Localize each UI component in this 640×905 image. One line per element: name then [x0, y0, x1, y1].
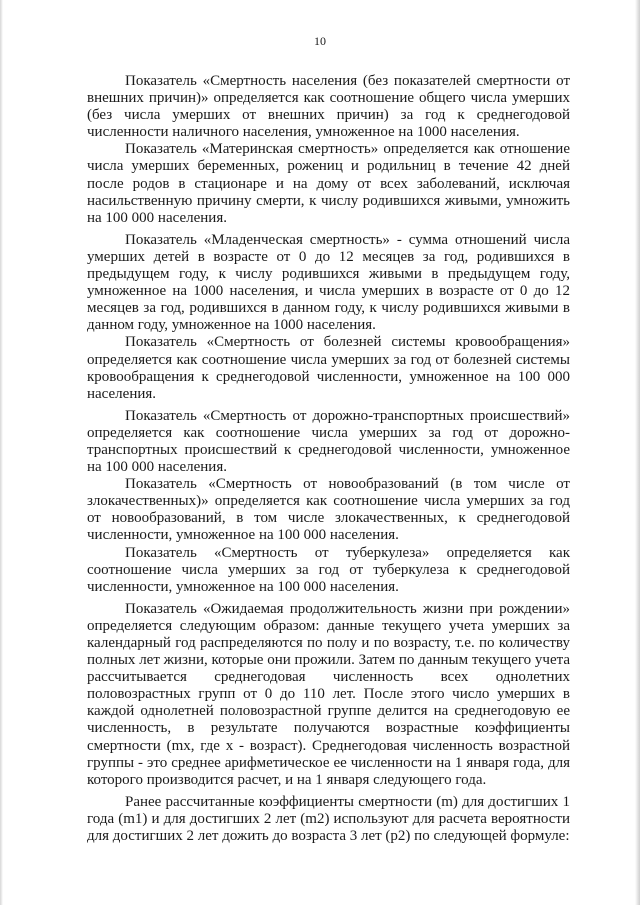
- paragraph-life-expectancy: Показатель «Ожидаемая продолжительность жизни при рождении» определяется следующим образом: данные текущего учета умерших за календарный год распределяются по полу и по возрасту, т.е. по количеству полных лет жизни, которые они прожили. Затем по данным текущего учета рассчитывается среднегодовая численность всех однолетних половозрастных групп от 0 до 110 лет. После этого число умерших в каждой однолетней половозрастной группе делится на среднегодовую ее численность, в результате получаются возрастные коэффициенты смертности (mx, где x - возраст). Среднегодовая численность возрастной группы - это среднее арифметическое ее численности на 1 января года, для которого производится расчет, и на 1 января следующего года.: [87, 600, 570, 788]
- paragraph-maternal-mortality: Показатель «Материнская смертность» определяется как отношение числа умерших беременных, рожениц и родильниц в течение 42 дней после родов в стационаре и на дому от всех заболеваний, исключая насильственную причину смерти, к числу родившихся живыми, умножить на 100 000 населения.: [87, 141, 570, 226]
- paragraph-road-traffic-mortality: Показатель «Смертность от дорожно-транспортных происшествий» определяется как соотношение числа умерших за год от дорожно-транспортных происшествий к среднегодовой численности, умноженное на 100 000 населения.: [87, 407, 570, 476]
- document-body: [87, 73, 570, 845]
- page-number: 10: [314, 34, 326, 48]
- paragraph-mortality-coefficients: Ранее рассчитанные коэффициенты смертности (m) для достигших 1 года (m1) и для достигших 2 лет (m2) используют для расчета вероятности для достигших 2 лет дожить до возраста 3 лет (p2) по следующей формуле:: [87, 793, 570, 845]
- scan-edge-left: [0, 0, 3, 905]
- scan-edge-right: [635, 0, 640, 905]
- paragraph-tuberculosis-mortality: Показатель «Смертность от туберкулеза» определяется как соотношение числа умерших за год от туберкулеза к среднегодовой численности, умноженное на 100 000 населения.: [87, 544, 570, 595]
- paragraph-infant-mortality: Показатель «Младенческая смертность» - сумма отношений числа умерших детей в возрасте от 0 до 12 месяцев за год, родившихся в предыдущем году, к числу родившихся живыми в предыдущем году, умноженное на 1000 населения, и числа умерших в возрасте от 0 до 12 месяцев за год, родившихся в данном году, к числу родившихся живыми в данном году, умноженное на 1000 населения.: [87, 231, 570, 334]
- paragraph-neoplasm-mortality: Показатель «Смертность от новообразований (в том числе от злокачественных)» определяется как соотношение числа умерших за год от новообразований, в том числе злокачественных, к среднегодовой численности, умноженное на 100 000 населения.: [87, 476, 570, 544]
- paragraph-mortality-population: Показатель «Смертность населения (без показателей смертности от внешних причин)» определяется как соотношение общего числа умерших (без числа умерших от внешних причин) за год к среднегодовой численности наличного населения, умноженное на 1000 населения.: [87, 73, 570, 141]
- paragraph-circulatory-mortality: Показатель «Смертность от болезней системы кровообращения» определяется как соотношение числа умерших за год от болезней системы кровообращения к среднегодовой численности, умноженное на 100 000 населения.: [87, 334, 570, 402]
